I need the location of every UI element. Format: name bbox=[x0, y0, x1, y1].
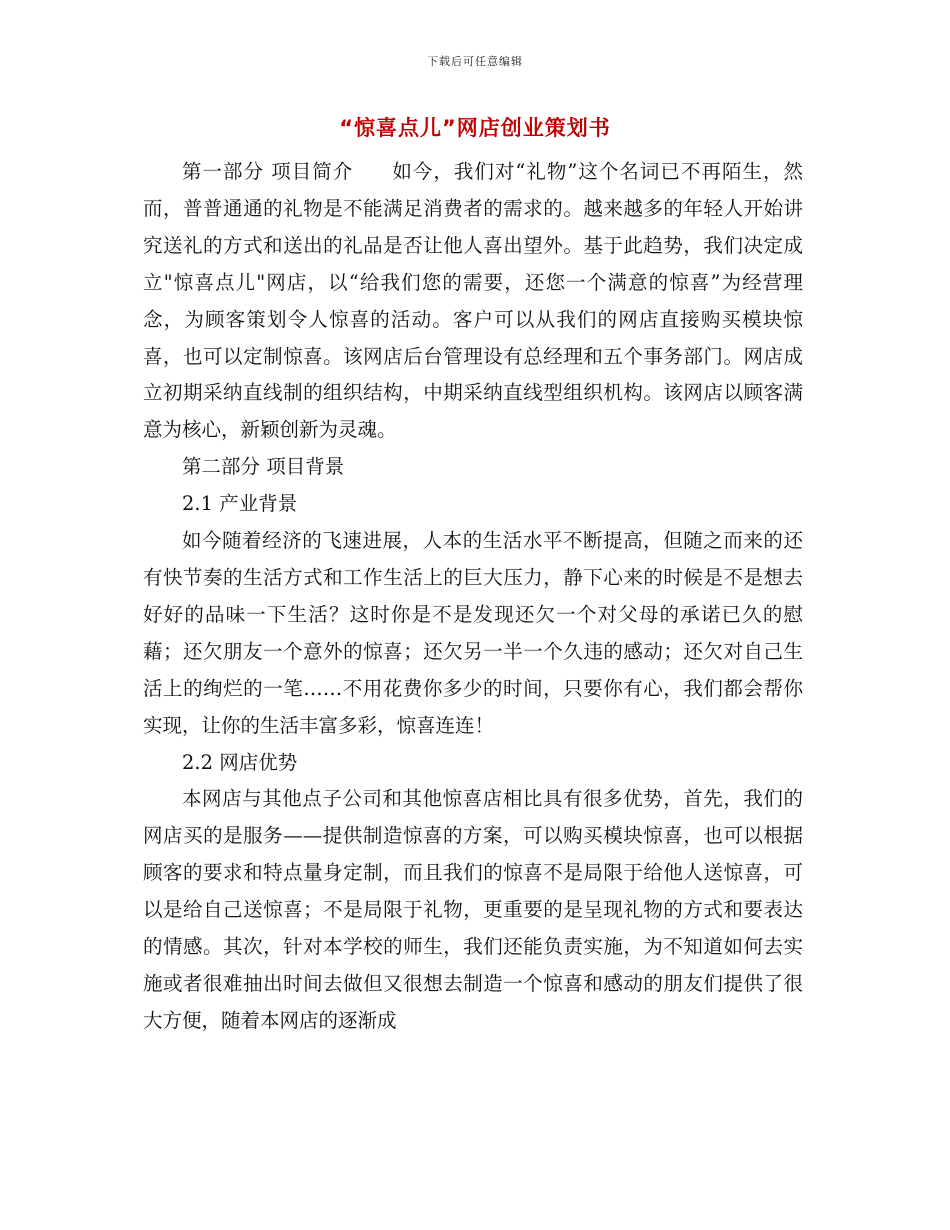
section1-paragraph bbox=[143, 154, 803, 449]
subsection-2-2-text: 本网店与其他点子公司和其他惊喜店相比具有很多优势，首先，我们的网店买的是服务——提供制造惊喜的方案，可以购买模块惊喜，也可以根据顾客的要求和特点量身定制，而且我们的惊喜不是局限于给他人送惊喜，可以是给自己送惊喜；不是局限于礼物，更重要的是呈现礼物的方式和要表达的情感。其次，针对本学校的师生，我们还能负责实施，为不知道如何去实施或者很难抽出时间去做但又很想去制造一个惊喜和感动的朋友们提供了很大方便，随着本网店的逐渐成 bbox=[143, 787, 803, 1032]
subsection-2-1-text: 如今随着经济的飞速进展，人本的生活水平不断提高，但随之而来的还有快节奏的生活方式和工作生活上的巨大压力，静下心来的时候是不是想去好好的品味一下生活？这时你是不是发现还欠一个对父母的承诺已久的慰藉；还欠朋友一个意外的惊喜；还欠另一半一个久违的感动；还欠对自己生活上的绚烂的一笔……不用花费你多少的时间，只要你有心，我们都会帮你实现，让你的生活丰富多彩，惊喜连连！ bbox=[143, 529, 803, 737]
subsection-2-1-heading: 2.1 产业背景 bbox=[182, 492, 298, 516]
section1-text: 如今，我们对“礼物”这个名词已不再陌生，然而，普普通通的礼物是不能满足消费者的需求的。越来越多的年轻人开始讲究送礼的方式和送出的礼品是否让他人喜出望外。基于此趋势，我们决定成立"惊喜点儿"网店，以“给我们您的需要，还您一个满意的惊喜”为经营理念，为顾客策划令人惊喜的活动。客户可以从我们的网店直接购买模块惊喜，也可以定制惊喜。该网店后台管理设有总经理和五个事务部门。网店成立初期采纳直线制的组织结构，中期采纳直线型组织机构。该网店以顾客满意为核心，新颖创新为灵魂。 bbox=[143, 160, 803, 442]
section2-heading: 第二部分 项目背景 bbox=[182, 455, 345, 479]
header-note: 下载后可任意编辑 bbox=[427, 55, 523, 68]
document-title: “惊喜点儿”网店创业策划书 bbox=[339, 116, 611, 140]
section1-heading: 第一部分 项目简介 bbox=[182, 160, 354, 183]
subsection-2-2-heading: 2.2 网店优势 bbox=[182, 750, 298, 774]
document-body bbox=[143, 154, 803, 1040]
